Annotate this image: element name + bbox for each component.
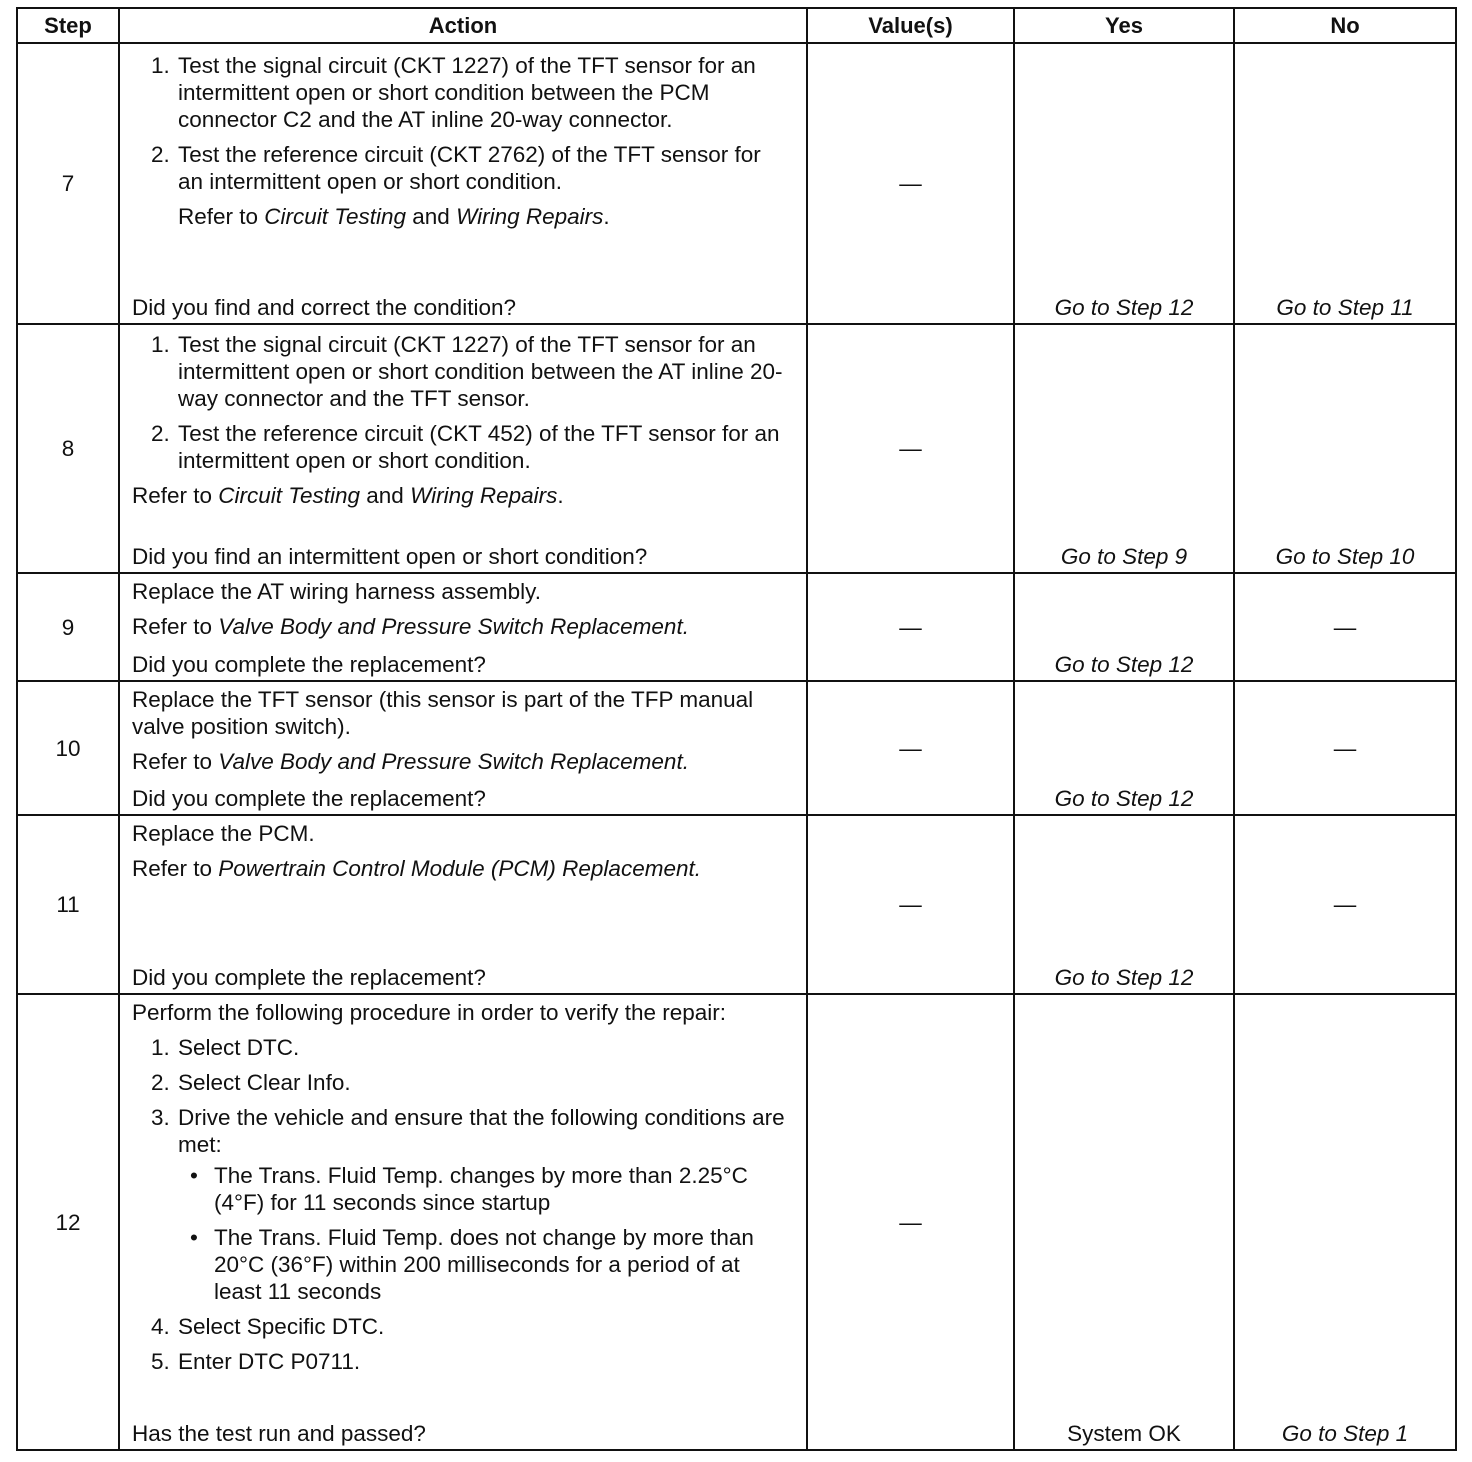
yes-cell: [1014, 43, 1234, 324]
yes-link: Go to Step 9: [1060, 544, 1188, 569]
bullet-item: • The Trans. Fluid Temp. does not change by more than 20°C (36°F) within 200 milliseconds for a period of at least 11 seconds: [212, 1224, 792, 1305]
no-cell: —: [1234, 573, 1456, 681]
value-cell: —: [807, 573, 1014, 681]
value-cell: —: [807, 815, 1014, 994]
list-item: 3. Drive the vehicle and ensure that the following conditions are met: • The Trans. Fluid Temp. changes by more than 2.25°C (4°F) for 11 seconds since startup • The Trans. Fluid Temp. does not change by more than 20°C (36°F) within 200 milliseconds for a period of at least 11 seconds: [176, 1104, 792, 1305]
action-cell: Replace the PCM. Refer to Powertrain Control Module (PCM) Replacement. Did you complete the replacement?: [119, 815, 807, 994]
no-cell: [1234, 43, 1456, 324]
question-text: Did you complete the replacement?: [132, 652, 486, 677]
yes-cell: [1014, 994, 1234, 1450]
yes-cell: [1014, 573, 1234, 681]
step-number: 10: [17, 681, 119, 815]
value-cell: —: [807, 681, 1014, 815]
action-text: Replace the AT wiring harness assembly.: [132, 579, 541, 604]
bullet-item: • The Trans. Fluid Temp. changes by more than 2.25°C (4°F) for 11 seconds since startup: [212, 1162, 792, 1216]
yes-link: Go to Step 12: [1054, 786, 1194, 811]
yes-cell: [1014, 681, 1234, 815]
question-text: Did you complete the replacement?: [132, 965, 486, 990]
list-item: 1. Test the signal circuit (CKT 1227) of the TFT sensor for an intermittent open or short condition between the AT inline 20-way connector and the TFT sensor.: [176, 331, 792, 412]
action-cell: Replace the TFT sensor (this sensor is part of the TFP manual valve position switch). Refer to Valve Body and Pressure Switch Replacement. Did you complete the replacement?: [119, 681, 807, 815]
no-cell: —: [1234, 815, 1456, 994]
list-item: 5. Enter DTC P0711.: [176, 1348, 792, 1375]
action-text: Perform the following procedure in order to verify the repair:: [132, 1000, 727, 1025]
reference-link: Circuit Testing: [218, 483, 361, 508]
yes-link: System OK: [1067, 1421, 1181, 1446]
question-text: Did you find and correct the condition?: [132, 295, 516, 320]
action-cell: 1. Test the signal circuit (CKT 1227) of the TFT sensor for an intermittent open or short condition between the AT inline 20-way connector and the TFT sensor. 2. Test the reference circuit (CKT 452) of the TFT sensor for an intermittent open or short condition. Refer to Circuit Testing and Wiring Repairs. Did you find an intermittent open or short condition?: [119, 324, 807, 573]
value-cell: —: [807, 43, 1014, 324]
no-cell: —: [1234, 681, 1456, 815]
yes-link: Go to Step 12: [1054, 965, 1194, 990]
question-text: Did you find an intermittent open or short condition?: [132, 544, 648, 569]
header-no: No: [1234, 8, 1456, 43]
no-link: Go to Step 1: [1281, 1421, 1409, 1446]
yes-link: Go to Step 12: [1054, 295, 1194, 320]
reference-link: Circuit Testing: [264, 204, 407, 229]
list-item: 4. Select Specific DTC.: [176, 1313, 792, 1340]
table-row: [17, 43, 1456, 324]
reference-link: Wiring Repairs: [456, 204, 604, 229]
action-text: Replace the TFT sensor (this sensor is part of the TFP manual valve position switch).: [132, 687, 754, 739]
table-row: [17, 815, 1456, 994]
table-row: [17, 994, 1456, 1450]
question-text: Did you complete the replacement?: [132, 786, 486, 811]
reference-link: Wiring Repairs: [410, 483, 558, 508]
yes-cell: [1014, 815, 1234, 994]
action-cell: [119, 43, 807, 324]
reference-link: Valve Body and Pressure Switch Replacement.: [218, 614, 689, 639]
header-yes: Yes: [1014, 8, 1234, 43]
step-number: 8: [17, 324, 119, 573]
table-row: [17, 681, 1456, 815]
step-number: 12: [17, 994, 119, 1450]
list-item: 1. Select DTC.: [176, 1034, 792, 1061]
action-cell: [119, 994, 807, 1450]
value-cell: —: [807, 994, 1014, 1450]
list-item: 2. Test the reference circuit (CKT 2762) of the TFT sensor for an intermittent open or short condition. Refer to Circuit Testing and Wiring Repairs.: [176, 141, 792, 230]
no-link: Go to Step 10: [1275, 544, 1415, 569]
no-link: Go to Step 11: [1276, 295, 1414, 320]
no-cell: [1234, 994, 1456, 1450]
list-item: 2. Select Clear Info.: [176, 1069, 792, 1096]
header-step: Step: [17, 8, 119, 43]
step-number: 9: [17, 573, 119, 681]
diagnostic-table: [16, 7, 1457, 1451]
header-action: Action: [119, 8, 807, 43]
step-number: 11: [17, 815, 119, 994]
yes-link: Go to Step 12: [1054, 652, 1194, 677]
no-cell: [1234, 324, 1456, 573]
question-text: Has the test run and passed?: [132, 1421, 426, 1446]
yes-cell: [1014, 324, 1234, 573]
value-cell: —: [807, 324, 1014, 573]
step-number: 7: [17, 43, 119, 324]
header-values: Value(s): [807, 8, 1014, 43]
list-item: 2. Test the reference circuit (CKT 452) of the TFT sensor for an intermittent open or short condition.: [176, 420, 792, 474]
reference-link: Valve Body and Pressure Switch Replacement.: [218, 749, 689, 774]
table-row: [17, 573, 1456, 681]
header-row: [17, 8, 1456, 43]
action-cell: Replace the AT wiring harness assembly. Refer to Valve Body and Pressure Switch Replacement. Did you complete the replacement?: [119, 573, 807, 681]
list-item: 1. Test the signal circuit (CKT 1227) of the TFT sensor for an intermittent open or short condition between the PCM connector C2 and the AT inline 20-way connector.: [176, 52, 792, 133]
action-text: Replace the PCM.: [132, 821, 315, 846]
table-row: [17, 324, 1456, 573]
reference-link: Powertrain Control Module (PCM) Replacement.: [218, 856, 701, 881]
